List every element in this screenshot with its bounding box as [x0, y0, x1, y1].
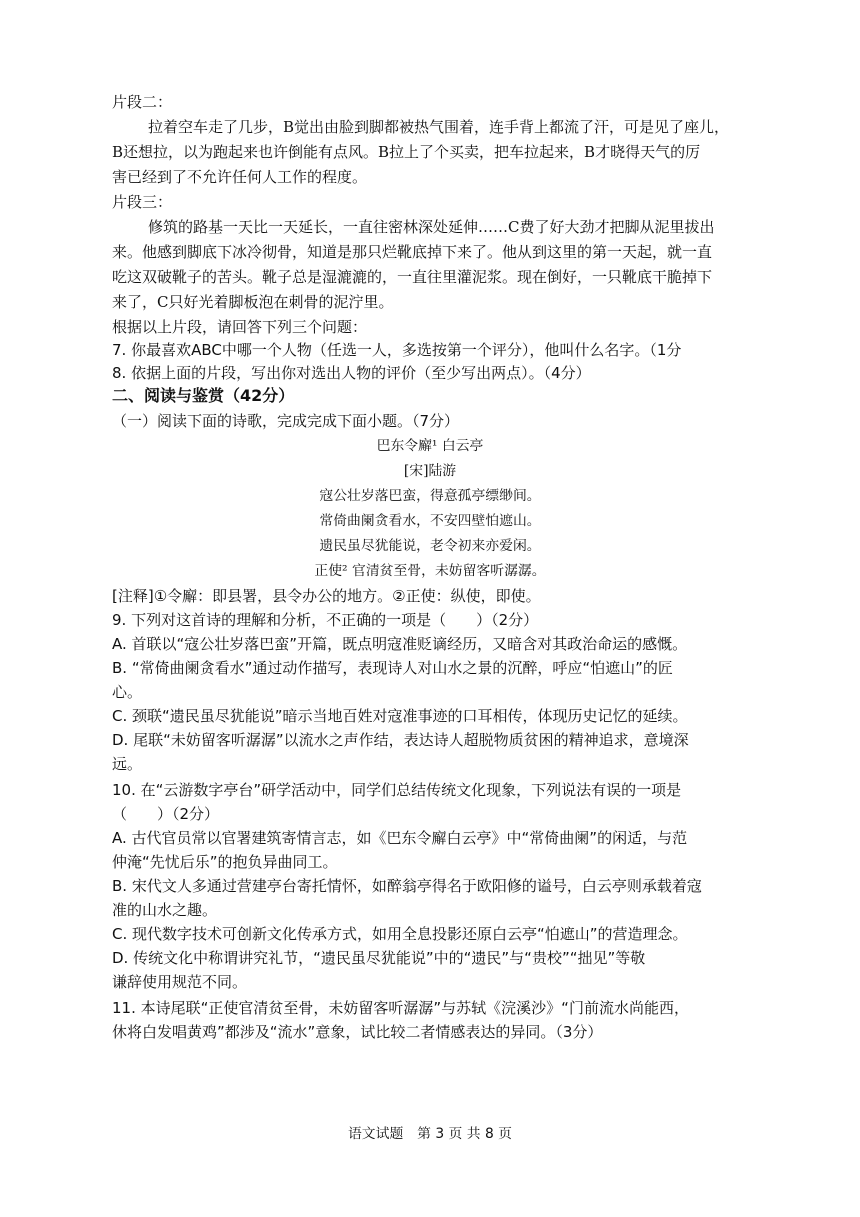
question-11: 休将白发唱黄鸡”都涉及“流水”意象，试比较二者情感表达的异同。（3分）	[112, 1023, 603, 1041]
poem-line: 正使² 官清贫至骨，未妨留客听潺潺。	[314, 563, 546, 579]
segment-3-label: 片段三：	[112, 193, 173, 211]
question-10-option: B. 宋代文人多通过营建亭台寄托情怀，如醉翁亭得名于欧阳修的谥号，白云亭则承载着寇	[112, 877, 702, 895]
segment-3-line: 修筑的路基一天比一天延长，一直往密林深处延伸……C费了好大劲才把脚从泥里拔出	[148, 218, 715, 236]
question-9-stem: 9. 下列对这首诗的理解和分析，不正确的一项是（ ）（2分）	[112, 611, 539, 629]
question-9-option: 心。	[112, 683, 143, 701]
page-footer: 语文试题 第 3 页 共 8 页	[347, 1126, 513, 1142]
question-9-option: 远。	[112, 755, 143, 773]
question-10-stem: （ ）（2分）	[112, 805, 220, 823]
question-10-option: C. 现代数字技术可创新文化传承方式，如用全息投影还原白云亭“怕遮山”的营造理念。	[112, 925, 688, 943]
question-10-option: D. 传统文化中称谓讲究礼节，“遗民虽尽犹能说”中的“遗民”与“贵校”“拙见”等敬	[112, 949, 646, 967]
questions-intro: 根据以上片段，请回答下列三个问题：	[112, 318, 368, 336]
question-10-option: 准的山水之趣。	[112, 901, 218, 919]
question-7: 7. 你最喜欢ABC中哪一个人物（任选一人，多选按第一个评分），他叫什么名字。（1分	[112, 341, 682, 359]
poem-notes: [注释]①令廨：即县署，县令办公的地方。②正使：纵使，即使。	[112, 587, 541, 605]
segment-3-line: 来了，C只好光着脚板泡在刺骨的泥泞里。	[112, 293, 394, 311]
poem-title: 巴东令廨¹ 白云亭	[376, 438, 484, 454]
part-1-instruction: （一）阅读下面的诗歌，完成完成下面小题。（7分）	[112, 412, 460, 430]
poem-line: 遗民虽尽犹能说，老令初来亦爱闲。	[319, 538, 541, 554]
question-10-option: 仲淹“先忧后乐”的抱负异曲同工。	[112, 853, 338, 871]
question-9-option: A. 首联以“寇公壮岁落巴蛮”开篇，既点明寇准贬谪经历，又暗含对其政治命运的感慨。	[112, 635, 688, 653]
segment-2-line: 害已经到了不允许任何人工作的程度。	[112, 168, 368, 186]
question-8: 8. 依据上面的片段，写出你对选出人物的评价（至少写出两点）。（4分）	[112, 364, 591, 382]
segment-3-line: 来。他感到脚底下冰冷彻骨，知道是那只烂靴底掉下来了。他从到这里的第一天起，就一直	[112, 243, 713, 261]
poem-line: 寇公壮岁落巴蛮，得意孤亭缥缈间。	[319, 488, 541, 504]
question-10-stem: 10. 在“云游数字亭台”研学活动中，同学们总结传统文化现象，下列说法有误的一项是	[112, 781, 682, 799]
question-9-option: B. “常倚曲阑贪看水”通过动作描写，表现诗人对山水之景的沉醉，呼应“怕遮山”的匠	[112, 659, 673, 677]
question-9-option: D. 尾联“未妨留客听潺潺”以流水之声作结，表达诗人超脱物质贫困的精神追求，意境深	[112, 731, 689, 749]
question-10-option: 谦辞使用规范不同。	[112, 973, 248, 991]
section-heading: 二、阅读与鉴赏（42分）	[112, 386, 295, 405]
poem-author: [宋]陆游	[403, 463, 457, 479]
segment-3-line: 吃这双破靴子的苦头。靴子总是湿漉漉的，一直往里灌泥浆。现在倒好，一只靴底干脆掉下	[112, 268, 713, 286]
segment-2-label: 片段二：	[112, 93, 173, 111]
segment-2-line: 拉着空车走了几步，B觉出由脸到脚都被热气围着，连手背上都流了汗，可是见了座儿，	[148, 118, 730, 136]
segment-2-line: B还想拉，以为跑起来也许倒能有点风。B拉上了个买卖，把车拉起来，B才晓得天气的厉	[112, 143, 701, 161]
question-10-option: A. 古代官员常以官署建筑寄情言志，如《巴东令廨白云亭》中“常倚曲阑”的闲适，与范	[112, 829, 688, 847]
question-9-option: C. 颈联“遗民虽尽犹能说”暗示当地百姓对寇准事迹的口耳相传，体现历史记忆的延续。	[112, 707, 688, 725]
poem-line: 常倚曲阑贪看水，不安四壁怕遮山。	[319, 513, 541, 529]
question-11: 11. 本诗尾联“正使官清贫至骨，未妨留客听潺潺”与苏轼《浣溪沙》“门前流水尚能西，	[112, 999, 689, 1017]
